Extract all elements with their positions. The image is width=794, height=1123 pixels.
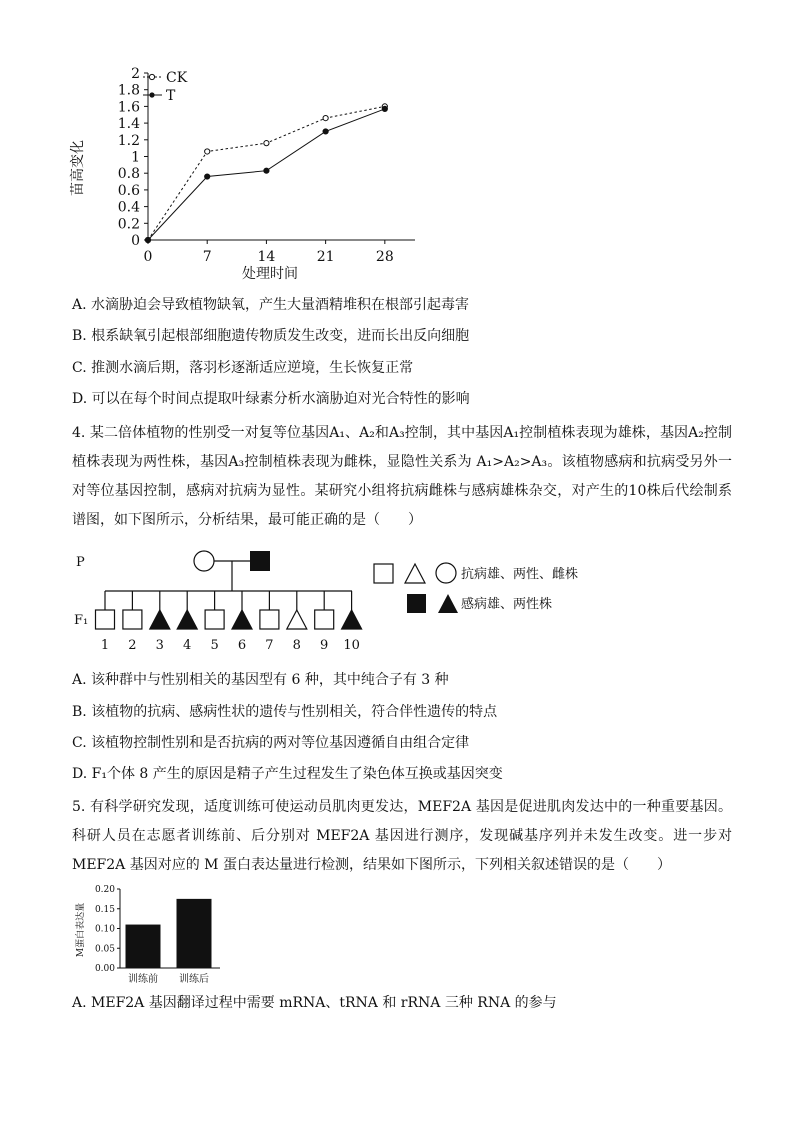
pedigree-p-label: P (76, 555, 85, 570)
line-chart-legend (143, 70, 188, 104)
legend-triangle-open (405, 564, 425, 583)
offspring-triangle-10 (342, 610, 362, 629)
q4-option-d: D. F₁个体 8 产生的原因是精子产生过程发生了染色体互换或基因突变 (72, 766, 503, 782)
x-tick-label: 14 (257, 249, 276, 265)
q5-option-a: A. MEF2A 基因翻译过程中需要 mRNA、tRNA 和 rRNA 三种 RNA 的参与 (72, 995, 557, 1011)
data-point-t (264, 168, 269, 173)
q4-option-b: B. 该植物的抗病、感病性状的遗传与性别相关，符合伴性遗传的特点 (72, 704, 498, 720)
offspring-triangle-8 (287, 610, 307, 629)
data-point-t (205, 174, 210, 179)
bar-y-tick-label: 0.05 (94, 944, 115, 955)
legend-label-t: T (166, 88, 176, 104)
line-chart (60, 60, 440, 290)
offspring-number: 7 (265, 638, 274, 653)
q4-option-a: A. 该种群中与性别相关的基因型有 6 种，其中纯合子有 3 种 (72, 672, 449, 688)
line-chart-series (145, 104, 387, 243)
x-tick-label: 0 (143, 249, 153, 265)
father-susceptible-male (250, 551, 270, 571)
legend-triangle-filled (438, 594, 458, 613)
q3-option-c: C. 推测水滴后期，落羽杉逐渐适应逆境，生长恢复正常 (72, 360, 414, 376)
line-chart-ticks (118, 66, 394, 265)
q4-stem: 4. 某二倍体植物的性别受一对复等位基因A₁、A₂和A₃控制，其中基因A₁控制植株表现为雄株，基因A₂控制植株表现为两性株，基因A₃控制植株表现为雌株，显隐性关系为 A₁>A₂>A₃。该植物感病和抗病受另外一对等位基因控制，感病对抗病为显性。某研究小组将抗病雌株与感病雄株杂交，对产生的10株后代绘制系谱图，如下图所示，分析结果，最可能正确的是（ ） (72, 425, 732, 528)
legend-susceptible-label: 感病雄、两性株 (461, 597, 553, 612)
offspring-number: 6 (237, 638, 247, 653)
y-tick-label: 1.4 (117, 116, 140, 133)
y-tick-label: 1 (131, 149, 140, 166)
series-line-t (148, 109, 385, 240)
bar-y-tick-label: 0.20 (94, 885, 115, 895)
offspring-number: 2 (128, 638, 137, 653)
pedigree-legend (372, 558, 612, 622)
y-tick-label: 0.4 (117, 199, 140, 216)
y-tick-label: 1.2 (117, 132, 140, 149)
offspring-number: 10 (343, 638, 360, 653)
y-tick-label: 0.6 (117, 182, 140, 199)
data-point-t (145, 237, 150, 242)
offspring-number: 8 (292, 638, 301, 653)
pedigree-f1-label: F₁ (74, 613, 89, 628)
x-axis-label: 处理时间 (242, 266, 298, 282)
offspring-triangle-6 (232, 610, 252, 629)
bar-y-axis-label: M蛋白表达量 (76, 902, 86, 958)
line-chart-axes (148, 73, 415, 240)
y-tick-label: 1.8 (117, 82, 140, 99)
offspring-triangle-3 (150, 610, 170, 629)
y-tick-label: 0.8 (117, 166, 140, 183)
bar-chart-ticks (95, 885, 120, 974)
offspring-square-5 (205, 610, 224, 629)
data-point-ck (205, 149, 210, 154)
q3-option-d: D. 可以在每个时间点提取叶绿素分析水滴胁迫对光合特性的影响 (72, 391, 470, 407)
offspring-number: 5 (210, 638, 219, 653)
offspring-number: 3 (155, 638, 164, 653)
q5-stem: 5. 有科学研究发现，适度训练可使运动员肌肉更发达，MEF2A 基因是促进肌肉发达中的一种重要基因。科研人员在志愿者训练前、后分别对 MEF2A 基因进行测序，发现碱基序列并未发生改变。进一步对 MEF2A 基因对应的 M 蛋白表达量进行检测，结果如下图所示，下列相关叙述错误的是（ ） (72, 799, 732, 873)
offspring-number: 9 (320, 638, 329, 653)
bar-y-tick-label: 0.15 (94, 904, 115, 915)
offspring-square-2 (123, 610, 142, 629)
offspring-number: 4 (183, 638, 192, 653)
offspring-number: 1 (100, 638, 110, 653)
pedigree-offspring (96, 591, 362, 653)
pedigree-parents (105, 551, 352, 591)
bar-category-label: 训练后 (179, 974, 209, 985)
bar-chart-bars (126, 899, 212, 985)
y-tick-label: 2 (131, 66, 140, 82)
data-point-t (323, 129, 328, 134)
offspring-square-9 (315, 610, 334, 629)
bar-category-label: 训练前 (128, 974, 158, 985)
legend-circle-open (436, 563, 456, 583)
y-tick-label: 0.2 (117, 216, 140, 233)
q3-option-a: A. 水滴胁迫会导致植物缺氧，产生大量酒精堆积在根部引起毒害 (72, 297, 470, 313)
mother-resistant-female (194, 551, 214, 571)
offspring-square-7 (260, 610, 279, 629)
legend-resistant-label: 抗病雄、两性、雌株 (461, 567, 579, 582)
bar-y-tick-label: 0.10 (94, 924, 115, 935)
x-tick-label: 7 (202, 249, 212, 265)
bar-2 (177, 899, 212, 968)
bar-1 (126, 925, 161, 968)
y-tick-label: 0 (131, 233, 140, 249)
x-tick-label: 21 (316, 249, 335, 265)
legend-label-ck: CK (166, 70, 188, 86)
data-point-ck (323, 115, 328, 120)
legend-square-open (374, 564, 393, 583)
x-tick-label: 28 (375, 249, 394, 265)
q4-option-c: C. 该植物控制性别和是否抗病的两对等位基因遵循自由组合定律 (72, 735, 470, 751)
y-axis-label: 苗高变化 (70, 140, 86, 196)
offspring-square-1 (96, 610, 115, 629)
bar-chart (70, 880, 230, 990)
q3-option-b: B. 根系缺氧引起根部细胞遗传物质发生改变，进而长出反向细胞 (72, 328, 470, 344)
offspring-triangle-4 (177, 610, 197, 629)
data-point-ck (264, 141, 269, 146)
legend-square-filled (407, 594, 426, 613)
data-point-t (382, 106, 387, 111)
y-tick-label: 1.6 (117, 99, 140, 116)
bar-y-tick-label: 0.00 (94, 964, 115, 974)
